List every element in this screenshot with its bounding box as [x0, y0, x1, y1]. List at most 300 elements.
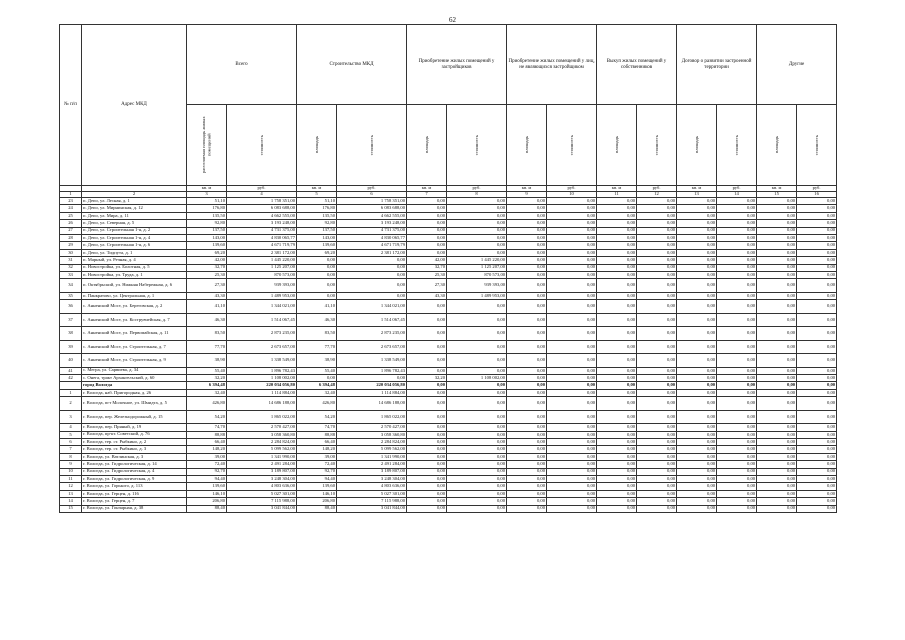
value-cell: 0,00: [717, 242, 757, 249]
value-cell: 0,00: [597, 461, 637, 468]
value-cell: 0,00: [757, 453, 797, 460]
unit-cell: руб.: [227, 186, 297, 192]
value-cell: 0,00: [447, 313, 507, 327]
value-cell: 0,00: [547, 389, 597, 396]
row-address: с. Анненский Мост, ул. Береговская, д. 2: [82, 300, 187, 314]
value-cell: 0,00: [677, 453, 717, 460]
table-row: [60, 367, 837, 374]
value-cell: 0,00: [677, 446, 717, 453]
value-cell: 1 125 207,00: [447, 264, 507, 271]
value-cell: 72,40: [187, 461, 227, 468]
value-cell: 0,00: [547, 468, 597, 475]
unit-cell: кв. м: [597, 186, 637, 192]
row-number: 36: [60, 300, 82, 314]
value-cell: 0,00: [597, 220, 637, 227]
row-number: 33: [60, 271, 82, 278]
value-cell: 0,00: [637, 271, 677, 278]
table-row: [60, 397, 837, 411]
table-row: [60, 212, 837, 219]
table-row: [60, 354, 837, 368]
header-group-total: Всего: [187, 25, 297, 105]
row-number: 1: [60, 389, 82, 396]
value-cell: 88,88: [187, 431, 227, 438]
value-cell: 939 393,00: [227, 279, 297, 293]
value-cell: 66,40: [297, 439, 337, 446]
row-number: 31: [60, 257, 82, 264]
row-number: 35: [60, 292, 82, 299]
unit-cell: кв. м: [407, 186, 447, 192]
subheader-cell: [757, 105, 797, 186]
value-cell: 0,00: [597, 453, 637, 460]
value-cell: 0,00: [447, 300, 507, 314]
value-cell: 0,00: [717, 249, 757, 256]
value-cell: 0,00: [447, 446, 507, 453]
value-cell: 0,00: [507, 446, 547, 453]
value-cell: 0,00: [407, 198, 447, 205]
value-cell: 0,00: [297, 257, 337, 264]
value-cell: 46,30: [297, 313, 337, 327]
value-cell: 7 115 988,00: [337, 498, 407, 505]
header-address: Адрес МКД: [82, 25, 187, 186]
value-cell: 92,70: [297, 468, 337, 475]
value-cell: 0,00: [637, 242, 677, 249]
value-cell: 0,00: [507, 313, 547, 327]
value-cell: 0,00: [597, 234, 637, 241]
value-cell: 1 341 990,00: [227, 453, 297, 460]
value-cell: 0,00: [637, 198, 677, 205]
value-cell: 4 671 719,79: [227, 242, 297, 249]
value-cell: 27,30: [407, 279, 447, 293]
value-cell: 0,00: [797, 475, 837, 482]
value-cell: 25,30: [187, 271, 227, 278]
value-cell: 0,00: [757, 424, 797, 431]
value-cell: 426,80: [297, 397, 337, 411]
value-cell: 55,40: [187, 367, 227, 374]
value-cell: 32,70: [187, 264, 227, 271]
value-cell: 0,00: [797, 220, 837, 227]
value-cell: 0,00: [597, 313, 637, 327]
value-cell: 0,00: [717, 475, 757, 482]
value-cell: 0,00: [717, 220, 757, 227]
row-address: г. Вологда, тер. ст. Рыбкино, д. 3: [82, 446, 187, 453]
value-cell: 0,00: [407, 313, 447, 327]
value-cell: 0,00: [447, 483, 507, 490]
value-cell: 1 489 953,00: [227, 292, 297, 299]
row-address: с. Анненский Мост, ул. Строительная, д. 9: [82, 354, 187, 368]
value-cell: 0,00: [637, 279, 677, 293]
value-cell: 0,00: [637, 340, 677, 354]
header-group-purchase-non-developers: Приобретение жилых помещений у лиц, не являющихся застройщиком: [507, 25, 597, 105]
value-cell: 139,60: [297, 483, 337, 490]
column-number-cell: 14: [717, 192, 757, 198]
row-address: г. Вологда, ул. Герцен, д. 116: [82, 490, 187, 497]
row-number: 39: [60, 340, 82, 354]
row-number: 24: [60, 205, 82, 212]
value-cell: 4 671 719,79: [337, 242, 407, 249]
value-cell: 0,00: [757, 490, 797, 497]
value-cell: 0,00: [717, 498, 757, 505]
row-address: с. Анненский Мост, ул. Кострувчейская, д. 7: [82, 313, 187, 327]
value-cell: 0,00: [507, 354, 547, 368]
value-cell: 0,00: [797, 279, 837, 293]
row-number: 40: [60, 354, 82, 368]
value-cell: 0,00: [797, 205, 837, 212]
value-cell: 0,00: [447, 461, 507, 468]
value-cell: 0,00: [597, 249, 637, 256]
value-cell: 92,80: [187, 220, 227, 227]
value-cell: 0,00: [597, 279, 637, 293]
value-cell: 0,00: [447, 340, 507, 354]
value-cell: 0,00: [797, 446, 837, 453]
page-number: 62: [449, 16, 456, 24]
value-cell: 0,00: [547, 446, 597, 453]
row-address: п. Депо, ул. Строительная 1-я, д. 2: [82, 227, 187, 234]
value-cell: 42,00: [407, 257, 447, 264]
value-cell: 0,00: [337, 264, 407, 271]
value-cell: 0,00: [447, 410, 507, 424]
value-cell: 0,00: [407, 227, 447, 234]
value-cell: 0,00: [447, 212, 507, 219]
value-cell: 0,00: [547, 300, 597, 314]
value-cell: 0,00: [757, 300, 797, 314]
value-cell: 0,00: [447, 242, 507, 249]
value-cell: 0,00: [337, 375, 407, 382]
column-number-cell: 4: [227, 192, 297, 198]
value-cell: 0,00: [597, 292, 637, 299]
table-row: [60, 234, 837, 241]
value-cell: 0,00: [407, 397, 447, 411]
value-cell: 0,00: [757, 505, 797, 512]
value-cell: 0,00: [717, 490, 757, 497]
row-number: 13: [60, 490, 82, 497]
table-row: [60, 313, 837, 327]
value-cell: 2 873 235,00: [227, 327, 297, 341]
value-cell: 0,00: [717, 292, 757, 299]
value-cell: 2 673 657,00: [337, 340, 407, 354]
value-cell: 0,00: [447, 234, 507, 241]
value-cell: 0,00: [597, 490, 637, 497]
value-cell: 2 491 284,00: [227, 461, 297, 468]
value-cell: 0,00: [407, 453, 447, 460]
subheader-wrap: [447, 105, 506, 185]
value-cell: 206,80: [297, 498, 337, 505]
value-cell: 88,40: [187, 505, 227, 512]
value-cell: 0,00: [407, 468, 447, 475]
value-cell: 0,00: [757, 498, 797, 505]
value-cell: 1 896 782,43: [337, 367, 407, 374]
value-cell: 0,00: [447, 431, 507, 438]
unit-cell: руб.: [447, 186, 507, 192]
value-cell: 0,00: [407, 389, 447, 396]
value-cell: 0,00: [677, 367, 717, 374]
value-cell: 0,00: [797, 234, 837, 241]
header-group-construction: Строительство МКД: [297, 25, 407, 105]
subheader-wrap: [187, 105, 226, 185]
value-cell: 0,00: [717, 205, 757, 212]
value-cell: 0,00: [797, 198, 837, 205]
value-cell: 0,00: [637, 367, 677, 374]
total-label: город Вологда: [82, 382, 187, 389]
table-row: [60, 424, 837, 431]
value-cell: 38,90: [297, 354, 337, 368]
subheader-wrap: [507, 105, 546, 185]
value-cell: 0,00: [547, 327, 597, 341]
value-cell: 0,00: [447, 475, 507, 482]
value-cell: 0,00: [677, 242, 717, 249]
value-cell: 25,30: [407, 271, 447, 278]
value-cell: 0,00: [547, 483, 597, 490]
value-cell: 1 338 549,00: [227, 354, 297, 368]
value-cell: 0,00: [677, 410, 717, 424]
column-number-cell: 13: [677, 192, 717, 198]
row-number: 25: [60, 212, 82, 219]
row-address: п. Марный, ул. Речная, д. 4: [82, 257, 187, 264]
value-cell: 0,00: [407, 446, 447, 453]
value-cell: 135,50: [297, 212, 337, 219]
value-cell: 1 865 022,00: [337, 410, 407, 424]
value-cell: 0,00: [757, 249, 797, 256]
unit-cell: кв. м: [677, 186, 717, 192]
value-cell: 39,00: [187, 453, 227, 460]
total-row: [60, 382, 837, 389]
value-cell: 0,00: [797, 424, 837, 431]
subheader-cell: [337, 105, 407, 186]
table-row: [60, 439, 837, 446]
header-group-purchase-developers: Приобретение жилых помещений у застройщиков: [407, 25, 507, 105]
value-cell: 4 662 555,00: [337, 212, 407, 219]
value-cell: 0,00: [407, 212, 447, 219]
value-cell: 0,00: [407, 498, 447, 505]
table-row: [60, 468, 837, 475]
value-cell: 0,00: [597, 300, 637, 314]
row-number: 37: [60, 313, 82, 327]
value-cell: 0,00: [407, 242, 447, 249]
value-cell: 0,00: [637, 490, 677, 497]
value-cell: 1 758 351,00: [227, 198, 297, 205]
value-cell: 0,00: [757, 410, 797, 424]
value-cell: 5 027 301,00: [337, 490, 407, 497]
value-cell: 0,00: [547, 424, 597, 431]
unit-cell: кв. м: [187, 186, 227, 192]
row-number: 30: [60, 249, 82, 256]
table-row: [60, 461, 837, 468]
value-cell: 0,00: [637, 505, 677, 512]
value-cell: 0,00: [757, 227, 797, 234]
row-address: п. Депо, ул. Тидпута, д. 1: [82, 249, 187, 256]
column-number-cell: 9: [507, 192, 547, 198]
value-cell: 94,40: [297, 475, 337, 482]
value-cell: 0,00: [547, 234, 597, 241]
value-cell: 4 830 065,77: [337, 234, 407, 241]
table-row: [60, 498, 837, 505]
value-cell: 0,00: [677, 279, 717, 293]
value-cell: 0,00: [597, 410, 637, 424]
value-cell: 0,00: [637, 468, 677, 475]
value-cell: 55,40: [297, 367, 337, 374]
value-cell: 5 099 562,00: [337, 446, 407, 453]
value-cell: 0,00: [637, 397, 677, 411]
value-cell: 0,00: [677, 227, 717, 234]
subheader-label: стоимость: [258, 134, 264, 156]
row-number: 3: [60, 410, 82, 424]
value-cell: 0,00: [447, 205, 507, 212]
row-number: 42: [60, 375, 82, 382]
value-cell: 0,00: [677, 475, 717, 482]
subheader-label: площадь: [693, 136, 699, 154]
value-cell: 1 341 990,00: [337, 453, 407, 460]
value-cell: 32,20: [407, 375, 447, 382]
value-cell: 0,00: [507, 292, 547, 299]
value-cell: 0,00: [447, 220, 507, 227]
value-cell: 0,00: [677, 249, 717, 256]
value-cell: 14 686 188,00: [337, 397, 407, 411]
value-cell: 0,00: [407, 340, 447, 354]
value-cell: 0,00: [677, 220, 717, 227]
value-cell: 0,00: [447, 227, 507, 234]
subheader-cell: [227, 105, 297, 186]
value-cell: 0,00: [597, 439, 637, 446]
value-cell: 0,00: [507, 505, 547, 512]
value-cell: 0,00: [547, 431, 597, 438]
subheader-cell: [507, 105, 547, 186]
value-cell: 0,00: [717, 389, 757, 396]
column-number-cell: 3: [187, 192, 227, 198]
table-row: [60, 264, 837, 271]
row-address: г. Вологда, ул. Гончарная, д. 38: [82, 505, 187, 512]
value-cell: 0,00: [547, 461, 597, 468]
value-cell: 0,00: [797, 249, 837, 256]
value-cell: 0,00: [507, 327, 547, 341]
subheader-label: площадь: [423, 136, 429, 154]
value-cell: 0,00: [637, 257, 677, 264]
subheader-wrap: [757, 105, 796, 185]
row-address: п. Депо, ул. Строительная 1-я, д. 6: [82, 242, 187, 249]
value-cell: 0,00: [597, 397, 637, 411]
value-cell: 148,20: [187, 446, 227, 453]
value-cell: 0,00: [717, 468, 757, 475]
header-no: № п/п: [60, 25, 82, 186]
value-cell: 1 865 022,00: [227, 410, 297, 424]
value-cell: 1 338 549,00: [337, 354, 407, 368]
value-cell: 139,60: [297, 242, 337, 249]
value-cell: 0,00: [637, 212, 677, 219]
value-cell: 0,00: [597, 327, 637, 341]
row-address: с. Анненский Мост, ул. Строительная, д. 7: [82, 340, 187, 354]
value-cell: 0,00: [407, 439, 447, 446]
value-cell: 0,00: [507, 461, 547, 468]
total-value-cell: 220 034 056,80: [227, 382, 297, 389]
value-cell: 0,00: [677, 313, 717, 327]
total-value-cell: 0,00: [637, 382, 677, 389]
value-cell: 0,00: [757, 439, 797, 446]
unit-cell: руб.: [797, 186, 837, 192]
row-address: п. Новостройка, ул. Труда, д. 1: [82, 271, 187, 278]
value-cell: 0,00: [637, 424, 677, 431]
column-number-cell: 5: [297, 192, 337, 198]
row-number: 9: [60, 461, 82, 468]
value-cell: 51,10: [187, 198, 227, 205]
value-cell: 0,00: [507, 397, 547, 411]
row-address: п. Депо, ул. Мира, д. 11: [82, 212, 187, 219]
total-value-cell: 0,00: [407, 382, 447, 389]
subheader-label: стоимость: [568, 134, 574, 156]
value-cell: 4 662 555,00: [227, 212, 297, 219]
table-row: [60, 300, 837, 314]
row-number: 23: [60, 198, 82, 205]
value-cell: 0,00: [637, 327, 677, 341]
value-cell: 135,50: [187, 212, 227, 219]
value-cell: 0,00: [757, 446, 797, 453]
subheader-cell: [187, 105, 227, 186]
value-cell: 0,00: [597, 257, 637, 264]
value-cell: 0,00: [507, 205, 547, 212]
total-value-cell: 0,00: [677, 382, 717, 389]
value-cell: 0,00: [447, 498, 507, 505]
value-cell: 0,00: [507, 424, 547, 431]
value-cell: 0,00: [757, 475, 797, 482]
value-cell: 0,00: [547, 498, 597, 505]
value-cell: 0,00: [717, 446, 757, 453]
column-number-cell: 11: [597, 192, 637, 198]
value-cell: 0,00: [547, 220, 597, 227]
value-cell: 0,00: [797, 354, 837, 368]
value-cell: 41,10: [297, 300, 337, 314]
value-cell: 0,00: [677, 431, 717, 438]
table-row: [60, 375, 837, 382]
total-value-cell: 6 394,48: [187, 382, 227, 389]
value-cell: 0,00: [797, 483, 837, 490]
value-cell: 0,00: [337, 271, 407, 278]
value-cell: 3 058 360,80: [337, 431, 407, 438]
unit-cell: руб.: [637, 186, 677, 192]
resettlement-table: [59, 24, 837, 513]
value-cell: 0,00: [757, 271, 797, 278]
value-cell: 137,50: [187, 227, 227, 234]
value-cell: 0,00: [637, 313, 677, 327]
value-cell: 0,00: [757, 242, 797, 249]
column-number-cell: 16: [797, 192, 837, 198]
value-cell: 0,00: [447, 424, 507, 431]
value-cell: 0,00: [717, 505, 757, 512]
value-cell: 0,00: [677, 389, 717, 396]
value-cell: 0,00: [507, 227, 547, 234]
value-cell: 0,00: [677, 498, 717, 505]
value-cell: 0,00: [677, 397, 717, 411]
value-cell: 0,00: [757, 264, 797, 271]
value-cell: 0,00: [337, 257, 407, 264]
header-group-buyout-owners: Выкуп жилых помещений у собственников: [597, 25, 677, 105]
value-cell: 0,00: [407, 327, 447, 341]
value-cell: 0,00: [797, 257, 837, 264]
value-cell: 0,00: [407, 234, 447, 241]
value-cell: 0,00: [597, 498, 637, 505]
value-cell: 0,00: [717, 198, 757, 205]
value-cell: 0,00: [757, 313, 797, 327]
value-cell: 0,00: [797, 439, 837, 446]
value-cell: 2 284 824,00: [227, 439, 297, 446]
row-number: 5: [60, 431, 82, 438]
value-cell: 7 115 988,00: [227, 498, 297, 505]
value-cell: 0,00: [597, 375, 637, 382]
value-cell: 0,00: [797, 313, 837, 327]
value-cell: 0,00: [797, 505, 837, 512]
value-cell: 0,00: [597, 205, 637, 212]
table-row: [60, 340, 837, 354]
value-cell: 2 673 657,00: [227, 340, 297, 354]
value-cell: 143,00: [187, 234, 227, 241]
value-cell: 0,00: [507, 242, 547, 249]
value-cell: 0,00: [717, 212, 757, 219]
